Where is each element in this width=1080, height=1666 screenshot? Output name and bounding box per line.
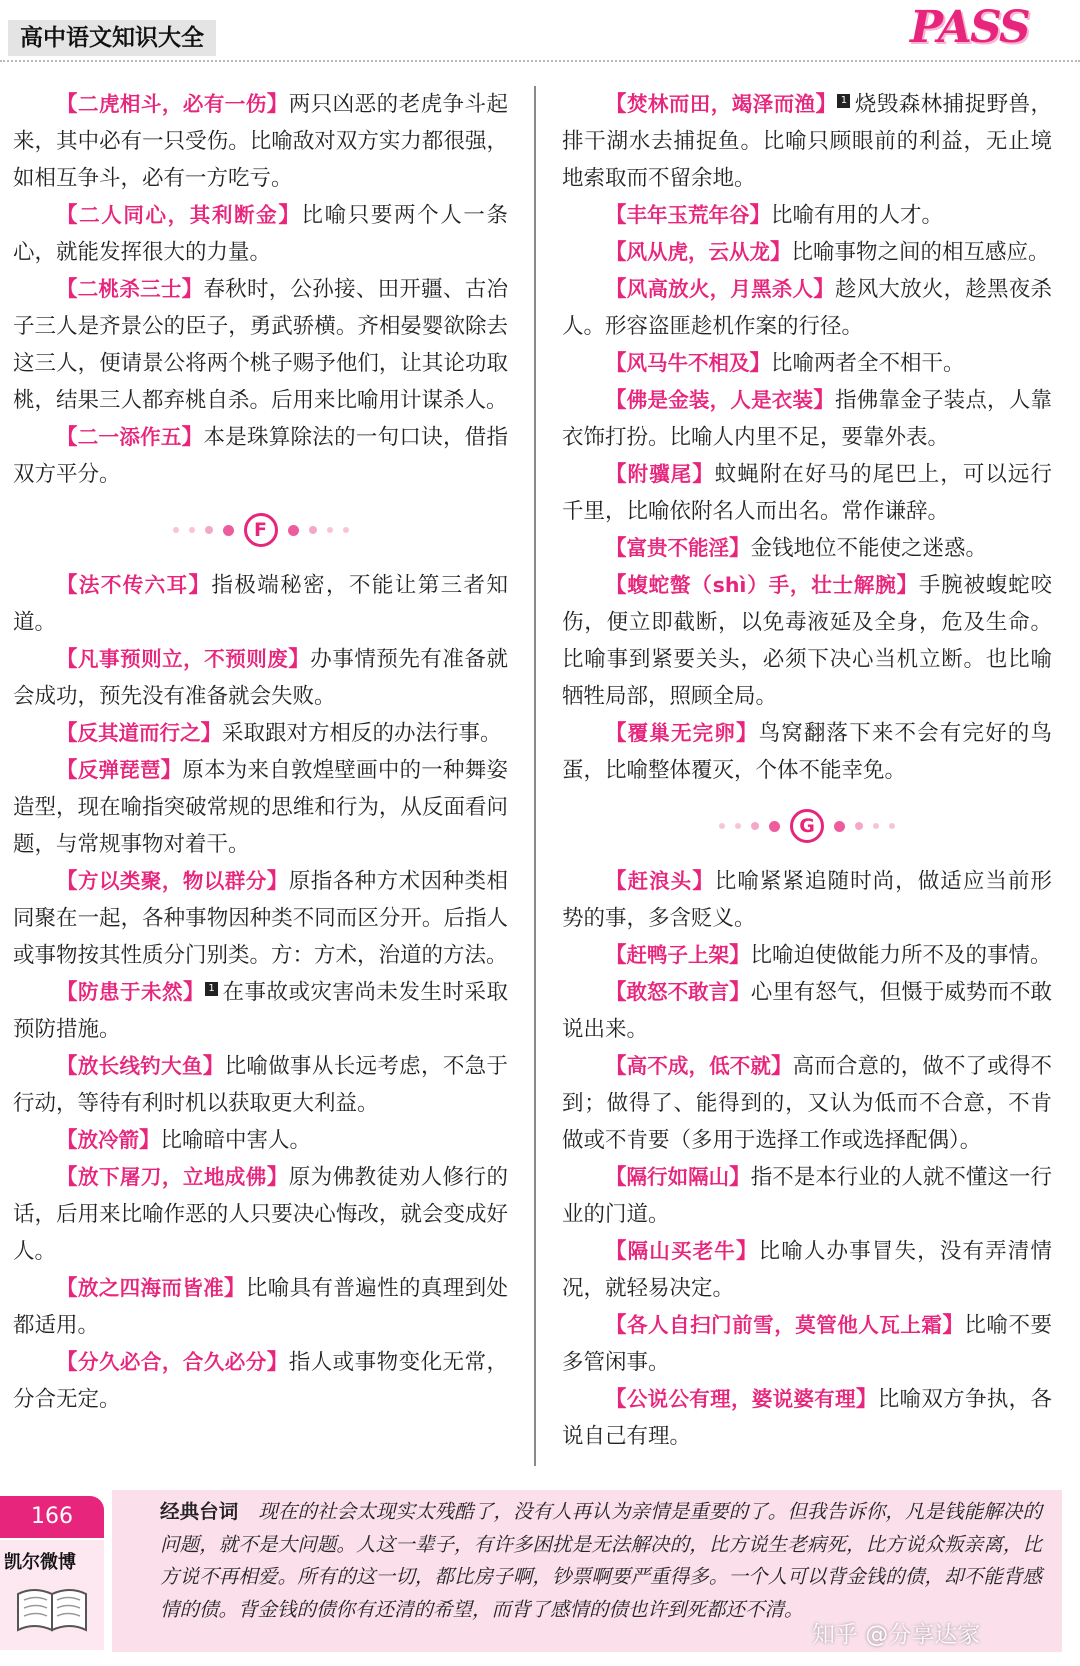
page-number: 166 (0, 1496, 104, 1538)
idiom-entry: 【富贵不能淫】金钱地位不能使之迷惑。 (605, 536, 988, 561)
section-letter-f: F (244, 513, 278, 547)
idiom-definition: 高而合意的，做不了或得不到；做得了、能得到的，又认为低而不合意，不肯做或不肯要（多用于选择工作或选择配偶）。 (562, 1054, 1052, 1153)
pass-logo-text: PASS (910, 2, 1029, 53)
idiom-term: 放冷箭 (77, 1128, 140, 1152)
idiom-definition: 比喻做事从长远考虑，不急于行动，等待有利时机以获取更大利益。 (13, 1054, 508, 1116)
idiom-entry: 【风马牛不相及】比喻两者全不相干。 (605, 351, 965, 376)
idiom-term: 放之四海而皆准 (77, 1276, 224, 1300)
idiom-entry: 【凡事预则立，不预则废】办事情预先有准备就会成功，预先没有准备就会失败。 (13, 647, 508, 709)
idiom-entry: 【分久必合，合久必分】指人或事物变化无常，分合无定。 (13, 1350, 508, 1412)
idiom-term: 凡事预则立，不预则废 (78, 647, 289, 671)
idiom-definition: 本是珠算除法的一句口诀，借指双方平分。 (13, 425, 508, 487)
idiom-definition: 比喻事物之间的相互感应。 (791, 240, 1050, 265)
idiom-entry: 【反其道而行之】采取跟对方相反的办法行事。 (56, 721, 502, 746)
column-divider (534, 86, 536, 1466)
idiom-term: 反弹琵琶 (77, 758, 161, 782)
right-column (562, 86, 1052, 1455)
idiom-term: 放下屠刀，立地成佛 (77, 1165, 267, 1189)
idiom-term: 二虎相斗，必有一伤 (77, 92, 267, 116)
book-title: 高中语文知识大全 (8, 20, 216, 56)
idiom-entry: 【蝮蛇螫（shì）手，壮士解腕】手腕被蝮蛇咬伤，便立即截断，以免毒液延及全身，危及生命。比喻事到紧要关头，必须下决心当机立断。也比喻牺牲局部，照顾全局。 (562, 573, 1052, 709)
idiom-definition: 办事情预先有准备就会成功，预先没有准备就会失败。 (13, 647, 508, 709)
idiom-entry: 【二虎相斗，必有一伤】两只凶恶的老虎争斗起来，其中必有一只受伤。比喻敌对双方实力都很强，如相互争斗，必有一方吃亏。 (13, 92, 508, 191)
idiom-term: 分久必合，合久必分 (77, 1350, 267, 1374)
idiom-definition: 金钱地位不能使之迷惑。 (750, 536, 988, 561)
blog-label: 凯尔微博 (4, 1552, 76, 1573)
idiom-entry: 【高不成，低不就】高而合意的，做不了或得不到；做得了、能得到的，又认为低而不合意，不肯做或不肯要（多用于选择工作或选择配偶）。 (562, 1054, 1052, 1153)
idiom-definition: 指佛靠金子装点，人靠衣饰打扮。比喻人内里不足，要靠外表。 (562, 388, 1052, 450)
idiom-term: 二桃杀三士 (77, 277, 182, 301)
idiom-definition: 两只凶恶的老虎争斗起来，其中必有一只受伤。比喻敌对双方实力都很强，如相互争斗，必有一方吃亏。 (13, 92, 508, 191)
header-divider (0, 60, 1080, 62)
footnote-badge: 1 (205, 982, 218, 996)
idiom-entry: 【隔行如隔山】指不是本行业的人就不懂这一行业的门道。 (562, 1165, 1052, 1227)
idiom-entry: 【放冷箭】比喻暗中害人。 (56, 1128, 312, 1153)
idiom-entry: 【附骥尾】蚊蝇附在好马的尾巴上，可以远行千里，比喻依附名人而出名。常作谦辞。 (562, 462, 1052, 524)
idiom-term: 隔行如隔山 (626, 1165, 730, 1189)
idiom-term: 焚林而田，竭泽而渔 (626, 92, 816, 116)
idiom-entry: 【焚林而田，竭泽而渔】 1 烧毁森林捕捉野兽，排干湖水去捕捉鱼。比喻只顾眼前的利益，无止境地索取而不留余地。 (562, 92, 1052, 191)
idiom-entry: 【防患于未然】 1 在事故或灾害尚未发生时采取预防措施。 (13, 980, 508, 1042)
idiom-definition: 原为佛教徒劝人修行的话，后用来比喻作恶的人只要决心悔改，就会变成好人。 (13, 1165, 508, 1264)
idiom-entry: 【二人同心，其利断金】比喻只要两个人一条心，就能发挥很大的力量。 (13, 203, 508, 265)
entries-e (13, 86, 508, 493)
idiom-entry: 【放之四海而皆准】比喻具有普遍性的真理到处都适用。 (13, 1276, 508, 1338)
idiom-entry: 【二一添作五】本是珠算除法的一句口诀，借指双方平分。 (13, 425, 508, 487)
idiom-term: 风高放火，月黑杀人 (626, 277, 814, 301)
idiom-term: 高不成，低不就 (626, 1054, 771, 1078)
idiom-entry: 【隔山买老牛】比喻人办事冒失，没有弄清情况，就轻易决定。 (562, 1239, 1052, 1301)
idiom-term: 法不传六耳 (78, 573, 189, 597)
idiom-definition: 鸟窝翻落下来不会有完好的鸟蛋，比喻整体覆灭，个体不能幸免。 (562, 721, 1052, 783)
idiom-term: 覆巢无完卵 (627, 721, 736, 745)
idiom-term: 蝮蛇螫（shì）手，壮士解腕 (627, 573, 897, 597)
idiom-term: 敢怒不敢言 (626, 980, 730, 1004)
quote-text: 现在的社会太现实太残酷了，没有人再认为亲情是重要的了。但我告诉你，凡是钱能解决的问题，就不是大问题。人这一辈子，有许多困扰是无法解决的，比方说生老病死，比方说众叛亲离，比方说不再相爱。所有的这一切，都比房子啊，钞票啊要严重得多。一个人可以背金钱的债，却不能背感情的债。背金钱的债你有还清的希望，而背了感情的债也许到死都还不清。 (160, 1500, 1042, 1621)
idiom-definition: 比喻不要多管闲事。 (562, 1313, 1052, 1375)
section-divider-g (562, 789, 1052, 863)
footnote-badge: 1 (837, 94, 850, 108)
quote-label: 经典台词 (160, 1500, 239, 1523)
idiom-definition: 采取跟对方相反的办法行事。 (222, 721, 502, 746)
idiom-definition: 烧毁森林捕捉野兽，排干湖水去捕捉鱼。比喻只顾眼前的利益，无止境地索取而不留余地。 (562, 92, 1052, 191)
idiom-entry: 【公说公有理，婆说婆有理】比喻双方争执，各说自己有理。 (562, 1387, 1052, 1449)
open-book-icon (14, 1580, 90, 1636)
entries-f-right (562, 86, 1052, 789)
idiom-definition: 比喻人办事冒失，没有弄清情况，就轻易决定。 (562, 1239, 1052, 1301)
idiom-definition: 比喻有用的人才。 (771, 203, 944, 228)
idiom-definition: 比喻两者全不相干。 (771, 351, 965, 376)
idiom-entry: 【法不传六耳】指极端秘密，不能让第三者知道。 (13, 573, 508, 635)
blog-badge (0, 1540, 104, 1650)
idiom-entry: 【风从虎，云从龙】比喻事物之间的相互感应。 (605, 240, 1050, 265)
idiom-term: 放长线钓大鱼 (77, 1054, 203, 1078)
idiom-term: 隔山买老牛 (627, 1239, 736, 1263)
idiom-entry: 【赶浪头】比喻紧紧追随时尚，做适应当前形势的事，多含贬义。 (562, 869, 1052, 931)
idiom-definition: 手腕被蝮蛇咬伤，便立即截断，以免毒液延及全身，危及生命。比喻事到紧要关头，必须下决心当机立断。也比喻牺牲局部，照顾全局。 (562, 573, 1052, 709)
idiom-term: 各人自扫门前雪，莫管他人瓦上霜 (627, 1313, 943, 1337)
idiom-term: 方以类聚，物以群分 (77, 869, 267, 893)
idiom-term: 防患于未然 (78, 980, 183, 1004)
idiom-term: 反其道而行之 (77, 721, 201, 745)
idiom-definition: 指极端秘密，不能让第三者知道。 (13, 573, 508, 635)
idiom-definition: 指不是本行业的人就不懂这一行业的门道。 (562, 1165, 1052, 1227)
idiom-term: 风马牛不相及 (626, 351, 750, 375)
idiom-entry: 【敢怒不敢言】心里有怒气，但慑于威势而不敢说出来。 (562, 980, 1052, 1042)
idiom-term: 佛是金装，人是衣装 (626, 388, 814, 412)
watermark: 知乎 @分享达家 (812, 1622, 981, 1648)
entries-f-left (13, 567, 508, 1418)
idiom-term: 赶鸭子上架 (626, 943, 730, 967)
idiom-definition: 趁风大放火，趁黑夜杀人。形容盗匪趁机作案的行径。 (562, 277, 1052, 339)
idiom-definition: 比喻具有普遍性的真理到处都适用。 (13, 1276, 508, 1338)
section-letter-g: G (790, 809, 824, 843)
section-divider-f (13, 493, 508, 567)
idiom-entry: 【方以类聚，物以群分】原指各种方术因种类相同聚在一起，各种事物因种类不同而区分开。后指人或事物按其性质分门别类。方：方术，治道的方法。 (13, 869, 508, 968)
idiom-entry: 【放长线钓大鱼】比喻做事从长远考虑，不急于行动，等待有利时机以获取更大利益。 (13, 1054, 508, 1116)
page-header (0, 0, 1080, 62)
idiom-definition: 比喻迫使做能力所不及的事情。 (750, 943, 1052, 968)
idiom-definition: 春秋时，公孙接、田开疆、古冶子三人是齐景公的臣子，勇武骄横。齐相晏婴欲除去这三人，便请景公将两个桃子赐予他们，让其论功取桃，结果三人都弃桃自杀。后用来比喻用计谋杀人。 (13, 277, 508, 413)
idiom-definition: 心里有怒气，但慑于威势而不敢说出来。 (562, 980, 1052, 1042)
left-column (13, 86, 508, 1418)
entries-g (562, 863, 1052, 1455)
idiom-term: 赶浪头 (627, 869, 693, 893)
idiom-entry: 【佛是金装，人是衣装】指佛靠金子装点，人靠衣饰打扮。比喻人内里不足，要靠外表。 (562, 388, 1052, 450)
idiom-term: 二一添作五 (77, 425, 182, 449)
idiom-definition: 指人或事物变化无常，分合无定。 (13, 1350, 508, 1412)
idiom-entry: 【覆巢无完卵】鸟窝翻落下来不会有完好的鸟蛋，比喻整体覆灭，个体不能幸免。 (562, 721, 1052, 783)
idiom-definition: 比喻暗中害人。 (160, 1128, 312, 1153)
idiom-definition: 在事故或灾害尚未发生时采取预防措施。 (13, 980, 508, 1042)
idiom-term: 二人同心，其利断金 (79, 203, 279, 227)
idiom-definition: 原本为来自敦煌壁画中的一种舞姿造型，现在喻指突破常规的思维和行为，从反面看问题，与常规事物对着干。 (13, 758, 508, 857)
idiom-entry: 【各人自扫门前雪，莫管他人瓦上霜】比喻不要多管闲事。 (562, 1313, 1052, 1375)
idiom-definition: 原指各种方术因种类相同聚在一起，各种事物因种类不同而区分开。后指人或事物按其性质分门别类。方：方术，治道的方法。 (13, 869, 508, 968)
idiom-entry: 【赶鸭子上架】比喻迫使做能力所不及的事情。 (605, 943, 1052, 968)
idiom-term: 公说公有理，婆说婆有理 (626, 1387, 856, 1411)
idiom-term: 富贵不能淫 (626, 536, 730, 560)
idiom-definition: 比喻双方争执，各说自己有理。 (562, 1387, 1052, 1449)
idiom-term: 风从虎，云从龙 (626, 240, 771, 264)
idiom-definition: 比喻只要两个人一条心，就能发挥很大的力量。 (13, 203, 508, 265)
idiom-entry: 【反弹琵琶】原本为来自敦煌壁画中的一种舞姿造型，现在喻指突破常规的思维和行为，从反面看问题，与常规事物对着干。 (13, 758, 508, 857)
idiom-entry: 【风高放火，月黑杀人】趁风大放火，趁黑夜杀人。形容盗匪趁机作案的行径。 (562, 277, 1052, 339)
idiom-entry: 【丰年玉荒年谷】比喻有用的人才。 (605, 203, 944, 228)
idiom-entry: 【放下屠刀，立地成佛】原为佛教徒劝人修行的话，后用来比喻作恶的人只要决心悔改，就会变成好人。 (13, 1165, 508, 1264)
idiom-definition: 蚊蝇附在好马的尾巴上，可以远行千里，比喻依附名人而出名。常作谦辞。 (562, 462, 1052, 524)
idiom-entry: 【二桃杀三士】春秋时，公孙接、田开疆、古冶子三人是齐景公的臣子，勇武骄横。齐相晏婴欲除去这三人，便请景公将两个桃子赐予他们，让其论功取桃，结果三人都弃桃自杀。后用来比喻用计谋杀人。 (13, 277, 508, 413)
pass-logo (910, 2, 1060, 52)
idiom-term: 丰年玉荒年谷 (626, 203, 750, 227)
idiom-definition: 比喻紧紧追随时尚，做适应当前形势的事，多含贬义。 (562, 869, 1052, 931)
idiom-term: 附骥尾 (627, 462, 693, 486)
